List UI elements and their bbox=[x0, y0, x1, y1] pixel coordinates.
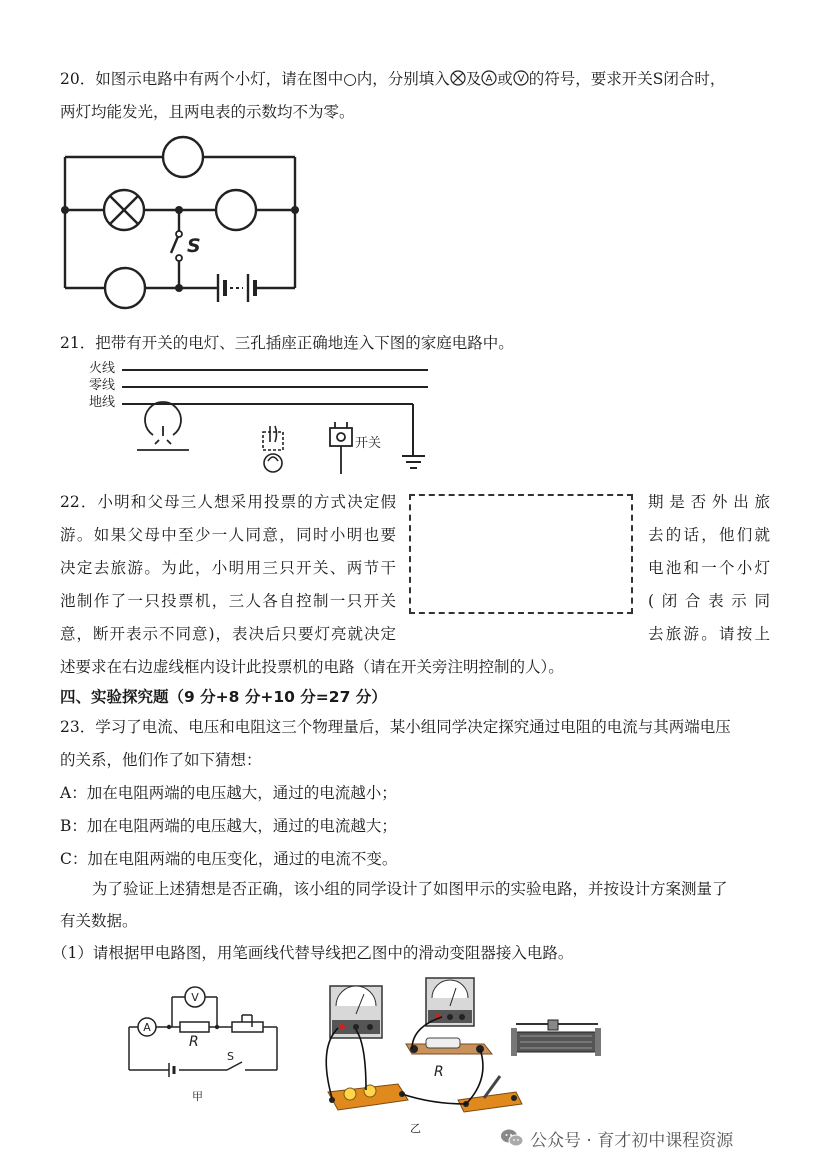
q23-para1: 为了验证上述猜想是否正确，该小组的同学设计了如图甲示的实验电路，并按设计方案测量了 bbox=[92, 880, 728, 898]
q22-right-3: 电池和一个小灯 bbox=[648, 559, 770, 577]
q22-answer-box[interactable] bbox=[409, 494, 633, 614]
q20-empty-circle-top bbox=[163, 137, 203, 177]
q22-left-4: 池制作了一只投票机，三人各自控制一只开关 bbox=[60, 592, 396, 610]
q20-empty-circle-right bbox=[216, 190, 256, 230]
svg-text:A: A bbox=[143, 1021, 151, 1034]
q22-left-1: 22．小明和父母三人想采用投票的方式决定假 bbox=[60, 493, 396, 511]
q23-option-c: C：加在电阻两端的电压变化，通过的电流不变。 bbox=[60, 850, 398, 868]
resistor-board-icon bbox=[406, 1038, 492, 1054]
q22-left-2: 游。如果父母中至少一人同意，同时小明也要 bbox=[60, 526, 396, 544]
q22-left-5: 意，断开表示不同意)，表决后只要灯亮就决定 bbox=[60, 625, 396, 643]
ammeter-device-icon bbox=[426, 978, 474, 1026]
watermark: 公众号 · 育才初中课程资源 bbox=[500, 1124, 733, 1152]
q22-left-3: 决定去旅游。为此，小明用三只开关、两节干 bbox=[60, 559, 396, 577]
q23-line1: 23．学习了电流、电压和电阻这三个物理量后，某小组同学决定探究通过电阻的电流与其两端电压 bbox=[60, 718, 731, 736]
q20-line1: 20．如图示电路中有两个小灯，请在图中○内，分别填入 及 A 或 V 的符号，要求开关S闭合时， bbox=[60, 70, 726, 88]
bulb-with-switch-icon bbox=[263, 426, 283, 472]
q23-line2: 的关系，他们作了如下猜想： bbox=[60, 751, 262, 769]
q23-option-a: A：加在电阻两端的电压越大，通过的电流越小； bbox=[60, 784, 397, 802]
fig-b-apparatus bbox=[308, 972, 618, 1144]
voltmeter-symbol-icon bbox=[513, 70, 529, 86]
q21-text: 21．把带有开关的电灯、三孔插座正确地连入下图的家庭电路中。 bbox=[60, 334, 514, 352]
q22-right-1: 期是否外出旅 bbox=[648, 493, 770, 511]
live-wire-label: 火线 bbox=[89, 361, 116, 376]
svg-text:V: V bbox=[517, 73, 525, 85]
switch-s-label: S bbox=[227, 1050, 234, 1063]
q22-right-4: (闭合表示同 bbox=[648, 592, 770, 610]
section-4-title: 四、实验探究题（9 分+8 分+10 分=27 分） bbox=[60, 688, 387, 706]
q20-switch-label: S bbox=[187, 235, 201, 257]
wall-switch-icon bbox=[330, 422, 352, 474]
q20-line2: 两灯均能发光，且两电表的示数均不为零。 bbox=[60, 103, 355, 121]
ground-wire-label: 地线 bbox=[89, 395, 116, 410]
q21-household-circuit bbox=[80, 356, 440, 480]
q22-last: 述要求在右边虚线框内设计此投票机的电路（请在开关旁注明控制的人）。 bbox=[60, 658, 564, 676]
q23-option-b: B：加在电阻两端的电压越大，通过的电流越大； bbox=[60, 817, 397, 835]
q22-right-5: 去旅游。请按上 bbox=[648, 625, 770, 643]
neutral-wire-label: 零线 bbox=[89, 378, 116, 393]
rheostat-icon bbox=[511, 1020, 601, 1056]
q23-para2: 有关数据。 bbox=[60, 912, 138, 930]
battery-holder-icon bbox=[328, 1084, 408, 1110]
ammeter-symbol-icon bbox=[481, 70, 497, 86]
knife-switch-icon bbox=[458, 1076, 522, 1112]
fig-b-label: 乙 bbox=[410, 1122, 421, 1135]
q22-right-2: 去的话，他们就 bbox=[648, 526, 770, 544]
q23-sub1: （1）请根据甲电路图，用笔画线代替导线把乙图中的滑动变阻器接入电路。 bbox=[52, 944, 574, 962]
q20-circuit-diagram bbox=[55, 130, 315, 310]
three-hole-socket-icon bbox=[137, 402, 189, 450]
svg-text:V: V bbox=[191, 991, 199, 1004]
switch-label: 开关 bbox=[355, 436, 382, 451]
lamp-symbol-icon bbox=[450, 70, 466, 86]
resistor-b-label: R bbox=[434, 1064, 444, 1080]
wechat-icon bbox=[500, 1127, 524, 1149]
q20-empty-circle-bottom bbox=[105, 268, 145, 308]
resistor-label: R bbox=[189, 1034, 199, 1050]
fig-a-label: 甲 bbox=[192, 1090, 203, 1103]
fig-a-schematic bbox=[122, 980, 292, 1110]
svg-text:A: A bbox=[485, 73, 493, 85]
